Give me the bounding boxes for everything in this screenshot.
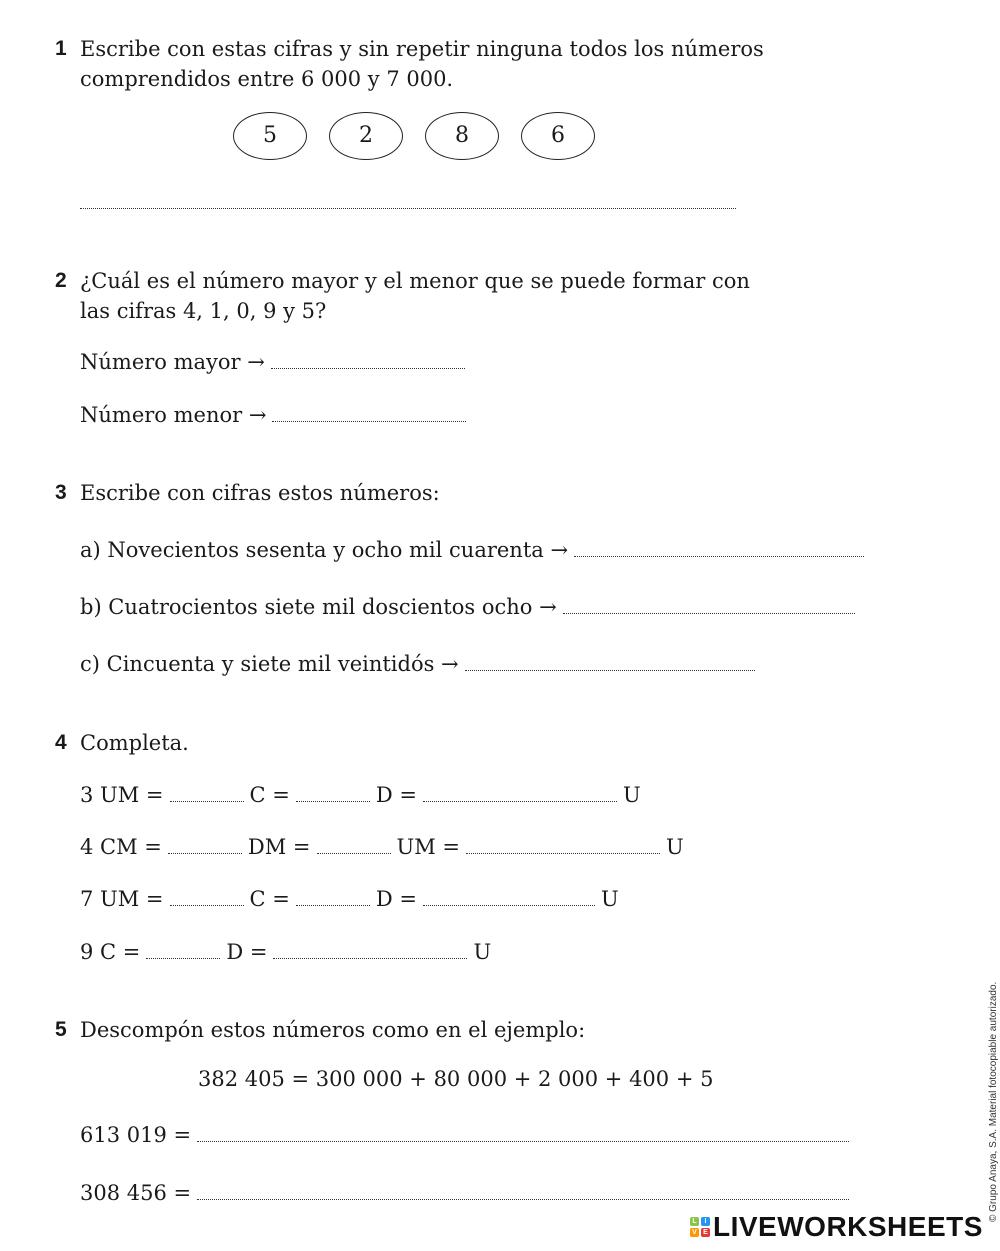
number-613019-label: 613 019 = — [80, 1123, 192, 1147]
exercise-4-number: 4 — [55, 731, 67, 754]
exercise-3-number: 3 — [55, 481, 67, 504]
number-308456-answer-line[interactable] — [197, 1198, 849, 1200]
digit-oval-2: 2 — [329, 112, 403, 160]
liveworksheets-logo[interactable] — [690, 1210, 983, 1244]
blank[interactable] — [146, 957, 220, 959]
blank[interactable] — [170, 904, 244, 906]
number-613019-answer-line[interactable] — [197, 1140, 849, 1142]
blank[interactable] — [423, 904, 595, 906]
blank[interactable] — [296, 904, 370, 906]
exercise-5-title: Descompón estos números como en el ejemplo: — [80, 1018, 586, 1042]
blank[interactable] — [317, 852, 391, 854]
mayor-answer-line[interactable] — [271, 367, 465, 369]
item-c-answer-line[interactable] — [465, 669, 755, 671]
digit-oval-1: 5 — [233, 112, 307, 160]
exercise-2-line1: ¿Cuál es el número mayor y el menor que se puede formar con — [80, 269, 750, 293]
blank[interactable] — [296, 800, 370, 802]
exercise-5-number: 5 — [55, 1018, 67, 1041]
blank[interactable] — [168, 852, 242, 854]
complete-row-1: 3 UM = C = D = U — [80, 783, 641, 807]
exercise-4-title: Completa. — [80, 731, 189, 755]
digit-oval-4: 6 — [521, 112, 595, 160]
exercise-2-line2: las cifras 4, 1, 0, 9 y 5? — [80, 299, 327, 323]
copyright-note: © Grupo Anaya, S.A. Material fotocopiable autorizado. — [988, 981, 999, 1222]
complete-row-2: 4 CM = DM = UM = U — [80, 835, 684, 859]
digit-oval-3: 8 — [425, 112, 499, 160]
exercise-1-number: 1 — [55, 37, 67, 60]
blank[interactable] — [170, 800, 244, 802]
example-decomposition: 382 405 = 300 000 + 80 000 + 2 000 + 400 + 5 — [198, 1067, 714, 1091]
brand-name: LIVEWORKSHEETS — [713, 1211, 983, 1242]
exercise-1-line1: Escribe con estas cifras y sin repetir ninguna todos los números — [80, 37, 764, 61]
liveworksheets-icon: L I V E — [690, 1217, 710, 1237]
exercise-1-line2: comprendidos entre 6 000 y 7 000. — [80, 67, 454, 91]
menor-answer-line[interactable] — [272, 420, 466, 422]
complete-row-4: 9 C = D = U — [80, 940, 492, 964]
item-c-label: c) Cincuenta y siete mil veintidós → — [80, 652, 459, 676]
blank[interactable] — [466, 852, 660, 854]
blank[interactable] — [273, 957, 467, 959]
menor-label: Número menor → — [80, 403, 267, 427]
exercise-2-number: 2 — [55, 269, 67, 292]
item-b-answer-line[interactable] — [563, 612, 855, 614]
exercise-3-title: Escribe con cifras estos números: — [80, 481, 440, 505]
item-b-label: b) Cuatrocientos siete mil doscientos ocho → — [80, 595, 557, 619]
complete-row-3: 7 UM = C = D = U — [80, 887, 619, 911]
mayor-label: Número mayor → — [80, 350, 265, 374]
item-a-answer-line[interactable] — [574, 555, 864, 557]
blank[interactable] — [423, 800, 617, 802]
item-a-label: a) Novecientos sesenta y ocho mil cuarenta → — [80, 538, 569, 562]
number-308456-label: 308 456 = — [80, 1181, 192, 1205]
exercise-1-answer-line[interactable] — [80, 207, 736, 209]
